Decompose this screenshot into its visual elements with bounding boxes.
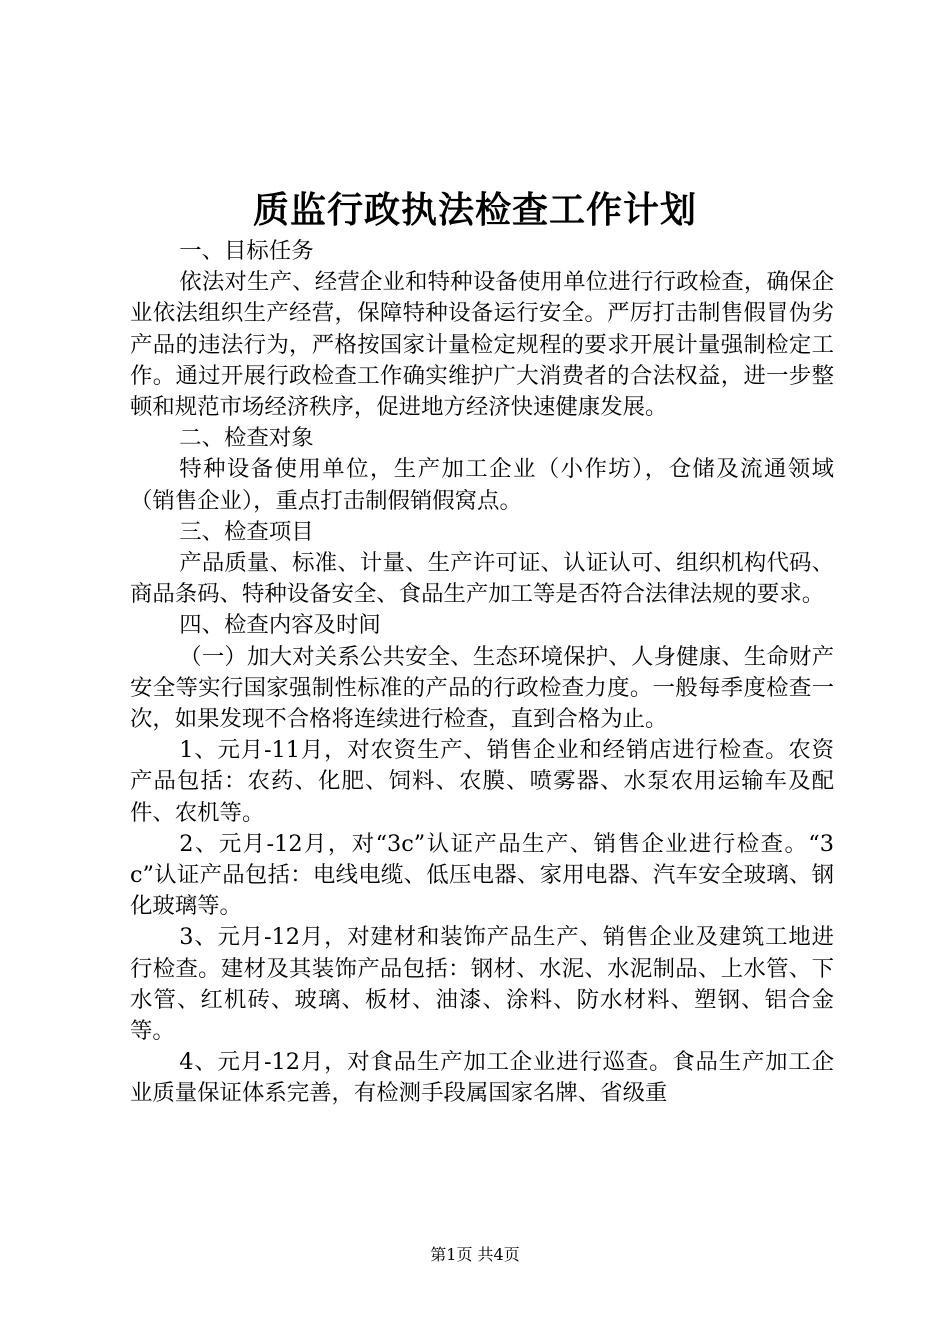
paragraph: 依法对生产、经营企业和特种设备使用单位进行行政检查，确保企业依法组织生产经营，保障特种设备运行安全。严厉打击制售假冒伪劣产品的违法行为，严格按国家计量检定规程的要求开展计量强制检定工作。通过开展行政检查工作确实维护广大消费者的合法权益，进一步整顿和规范市场经济秩序，促进地方经济快速健康发展。	[130, 269, 834, 421]
paragraph: 3、元月-12月，对建材和装饰产品生产、销售企业及建筑工地进行检查。建材及其装饰产品包括：钢材、水泥、水泥制品、上水管、下水管、红机砖、玻璃、板材、油漆、涂料、防水材料、塑钢、铝合金等。	[130, 924, 834, 1045]
document-body	[130, 236, 834, 1110]
paragraph: （一）加大对关系公共安全、生态环境保护、人身健康、生命财产安全等实行国家强制性标准的产品的行政检查力度。一般每季度检查一次，如果发现不合格将连续进行检查，直到合格为止。	[130, 643, 834, 733]
paragraph: 特种设备使用单位，生产加工企业（小作坊），仓储及流通领域（销售企业），重点打击制假销假窝点。	[130, 456, 834, 514]
section-heading: 一、目标任务	[179, 238, 314, 264]
paragraph: 2、元月-12月，对“3c”认证产品生产、销售企业进行检查。“3c”认证产品包括：电线电缆、低压电器、家用电器、汽车安全玻璃、钢化玻璃等。	[130, 830, 834, 920]
paragraph: 4、元月-12月，对食品生产加工企业进行巡查。食品生产加工企业质量保证体系完善，有检测手段属国家名牌、省级重	[130, 1049, 834, 1107]
paragraph: 1、元月-11月，对农资生产、销售企业和经销店进行检查。农资产品包括：农药、化肥、饲料、农膜、喷雾器、水泵农用运输车及配件、农机等。	[130, 737, 834, 826]
section-heading: 三、检查项目	[179, 518, 314, 545]
section-heading: 四、检查内容及时间	[179, 612, 381, 639]
section-heading: 二、检查对象	[179, 425, 314, 452]
paragraph: 产品质量、标准、计量、生产许可证、认证认可、组织机构代码、商品条码、特种设备安全、食品生产加工等是否符合法律法规的要求。	[130, 550, 834, 608]
document-title: 质监行政执法检查工作计划	[252, 189, 697, 231]
page-footer: 第1页 共4页	[430, 1245, 520, 1264]
